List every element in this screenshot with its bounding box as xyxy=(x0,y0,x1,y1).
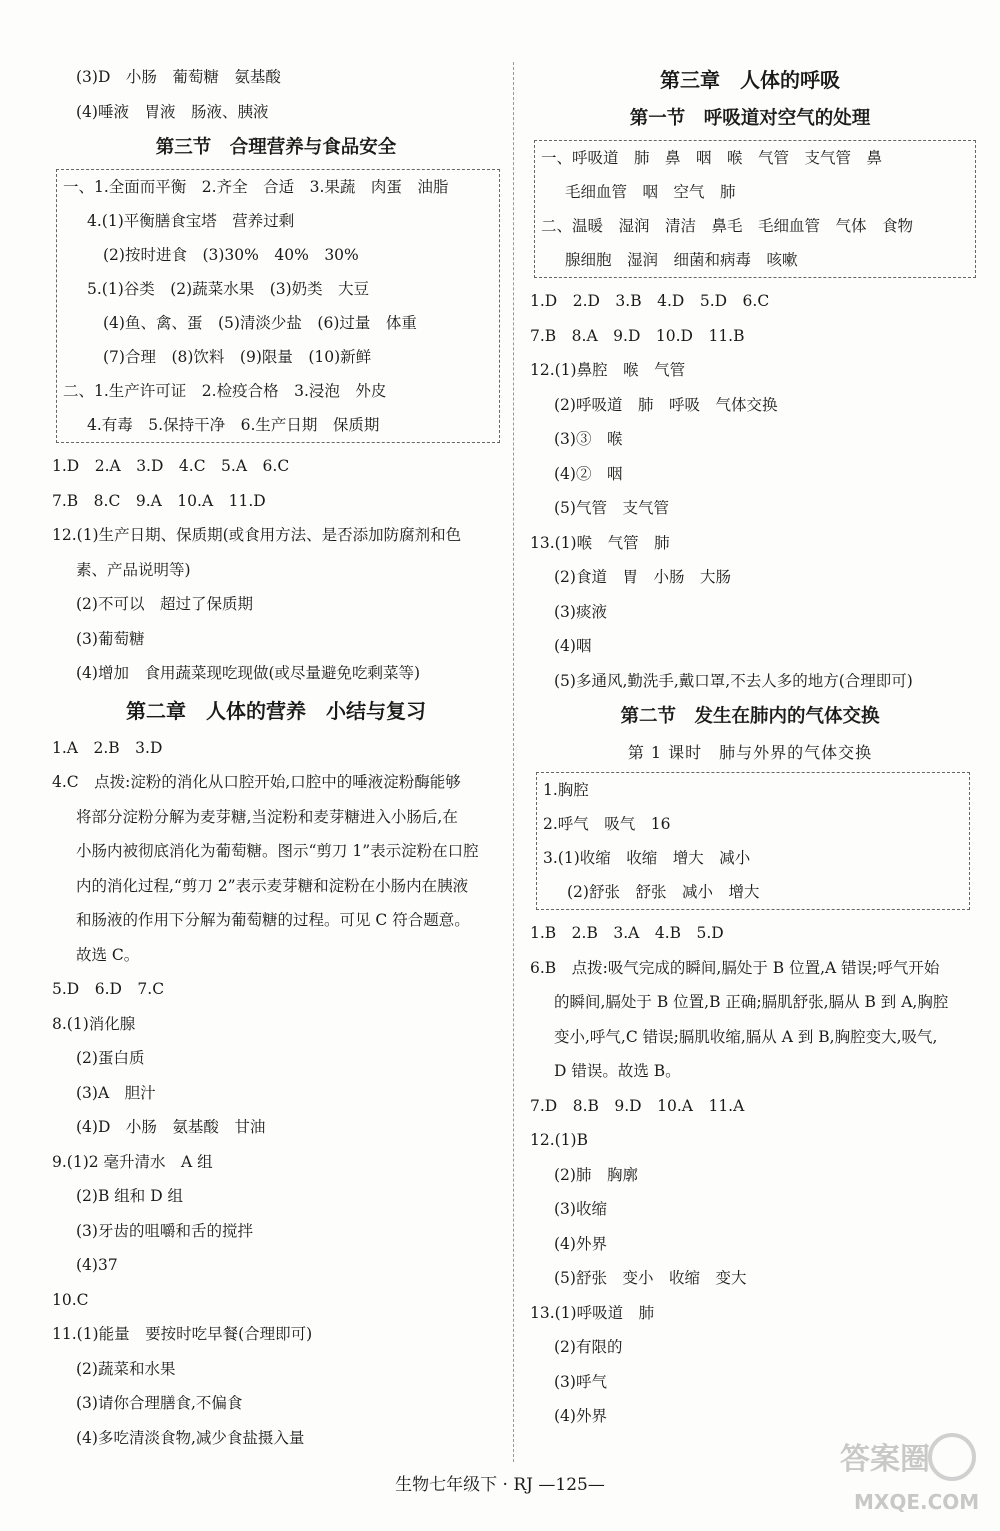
chapter-heading: 第二章 人体的营养 小结与复习 xyxy=(126,698,426,723)
answer-line: (4)外界 xyxy=(554,1407,607,1425)
answer-line: 13.(1)喉 气管 肺 xyxy=(530,533,670,552)
answer-line: (3)葡萄糖 xyxy=(76,629,145,648)
right-column xyxy=(530,60,970,1434)
box-line: 4.(1)平衡膳食宝塔 营养过剩 xyxy=(87,212,295,230)
box-line: 4.有毒 5.保持干净 6.生产日期 保质期 xyxy=(87,416,380,434)
answer-line: (4)唾液 胃液 肠液、胰液 xyxy=(76,102,269,121)
answer-line: 10.C xyxy=(52,1290,89,1309)
box-line: 3.(1)收缩 收缩 增大 减小 xyxy=(543,849,751,867)
answer-line: (3)收缩 xyxy=(554,1200,607,1218)
answer-line: 1.B 2.B 3.A 4.B 5.D xyxy=(530,924,724,942)
answer-line: (4)外界 xyxy=(554,1234,607,1253)
box-line: 2.呼气 吸气 16 xyxy=(543,815,671,833)
answer-line: (2)B 组和 D 组 xyxy=(76,1187,184,1205)
box-line: (2)按时进食 (3)30% 40% 30% xyxy=(103,246,359,264)
left-column xyxy=(52,60,500,1455)
answer-line: (3)牙齿的咀嚼和舌的搅拌 xyxy=(76,1221,253,1240)
answer-line: (2)食道 胃 小肠 大肠 xyxy=(554,568,731,586)
answer-line: (4)② 咽 xyxy=(554,464,623,483)
answer-line: 和肠液的作用下分解为葡萄糖的过程。可见 C 符合题意。 xyxy=(76,911,470,929)
answer-line: D 错误。故选 B。 xyxy=(554,1062,681,1080)
answer-line: (3)呼气 xyxy=(554,1372,607,1391)
answer-line: (3)A 胆汁 xyxy=(76,1083,156,1102)
answer-line: (4)37 xyxy=(76,1256,118,1274)
answer-line: (2)有限的 xyxy=(554,1338,623,1356)
answer-line: 1.A 2.B 3.D xyxy=(52,738,163,757)
answer-line: 变小,呼气,C 错误;膈肌收缩,膈从 A 到 B,胸腔变大,吸气, xyxy=(554,1027,938,1046)
answer-line: (5)舒张 变小 收缩 变大 xyxy=(554,1269,747,1287)
answer-line: (2)蛋白质 xyxy=(76,1049,145,1067)
answer-line: 13.(1)呼吸道 肺 xyxy=(530,1303,655,1322)
answer-line: (3)痰液 xyxy=(554,602,607,621)
answer-line: 5.D 6.D 7.C xyxy=(52,980,165,998)
answer-line: 7.D 8.B 9.D 10.A 11.A xyxy=(530,1096,745,1115)
section-heading: 第二节 发生在肺内的气体交换 xyxy=(620,706,880,727)
answer-line: (2)蔬菜和水果 xyxy=(76,1359,176,1378)
answer-line: 12.(1)生产日期、保质期(或食用方法、是否添加防腐剂和色 xyxy=(52,526,462,544)
answer-line: 7.B 8.C 9.A 10.A 11.D xyxy=(52,491,266,510)
watermark-site-text: MXQE.COM xyxy=(854,1490,980,1514)
answer-box xyxy=(534,140,976,278)
box-line: 1.胸腔 xyxy=(543,781,589,799)
answer-line: (3)D 小肠 葡萄糖 氨基酸 xyxy=(76,68,281,86)
answer-line: 1.D 2.A 3.D 4.C 5.A 6.C xyxy=(52,457,290,475)
answer-line: (4)D 小肠 氨基酸 甘油 xyxy=(76,1118,266,1136)
answer-line: (4)增加 食用蔬菜现吃现做(或尽量避免吃剩菜等) xyxy=(76,664,421,682)
answer-line: 8.(1)消化腺 xyxy=(52,1014,136,1033)
answer-line: (2)肺 胸廓 xyxy=(554,1165,638,1184)
column-divider xyxy=(513,62,514,1462)
answer-line: 7.B 8.A 9.D 10.D 11.B xyxy=(530,326,745,345)
answer-line: 12.(1)B xyxy=(530,1131,588,1149)
watermark-logo xyxy=(832,1419,982,1519)
watermark-logo-text: 答案圈 xyxy=(840,1442,930,1477)
box-line: 毛细血管 咽 空气 肺 xyxy=(565,183,736,201)
answer-line: (5)多通风,勤洗手,戴口罩,不去人多的地方(合理即可) xyxy=(554,671,913,690)
lesson-heading: 第 1 课时 肺与外界的气体交换 xyxy=(627,743,873,762)
answer-line: (3)请你合理膳食,不偏食 xyxy=(76,1394,243,1412)
box-line: 二、1.生产许可证 2.检疫合格 3.浸泡 外皮 xyxy=(63,382,387,400)
answer-line: 12.(1)鼻腔 喉 气管 xyxy=(530,361,686,379)
chapter-heading: 第三章 人体的呼吸 xyxy=(660,68,840,92)
answer-line: (5)气管 支气管 xyxy=(554,499,669,517)
box-line: 二、温暖 湿润 清洁 鼻毛 毛细血管 气体 食物 xyxy=(541,217,914,235)
page-footer: 生物七年级下 · RJ —125— xyxy=(395,1475,605,1495)
answer-line: 故选 C。 xyxy=(76,945,140,964)
box-line: 腺细胞 湿润 细菌和病毒 咳嗽 xyxy=(565,251,798,269)
answer-line: 4.C 点拨:淀粉的消化从口腔开始,口腔中的唾液淀粉酶能够 xyxy=(52,773,461,791)
answer-line: 将部分淀粉分解为麦芽糖,当淀粉和麦芽糖进入小肠后,在 xyxy=(76,807,458,826)
box-line: 一、1.全面而平衡 2.齐全 合适 3.果蔬 肉蛋 油脂 xyxy=(63,178,449,196)
answer-line: (3)③ 喉 xyxy=(554,430,623,448)
box-line: 5.(1)谷类 (2)蔬菜水果 (3)奶类 大豆 xyxy=(87,280,370,298)
answer-line: 的瞬间,膈处于 B 位置,B 正确;膈肌舒张,膈从 B 到 A,胸腔 xyxy=(554,993,949,1011)
answer-line: 素、产品说明等) xyxy=(76,560,191,579)
answer-line: 6.B 点拨:吸气完成的瞬间,膈处于 B 位置,A 错误;呼气开始 xyxy=(530,958,940,977)
answer-line: 11.(1)能量 要按时吃早餐(合理即可) xyxy=(52,1325,313,1343)
box-line: (7)合理 (8)饮料 (9)限量 (10)新鲜 xyxy=(103,348,372,366)
box-line: (2)舒张 舒张 减小 增大 xyxy=(567,883,760,901)
section-heading: 第一节 呼吸道对空气的处理 xyxy=(629,108,871,129)
answer-line: (4)多吃清淡食物,减少食盐摄入量 xyxy=(76,1428,305,1447)
box-line: (4)鱼、禽、蛋 (5)清淡少盐 (6)过量 体重 xyxy=(103,314,417,332)
answer-line: 内的消化过程,“剪刀 2”表示麦芽糖和淀粉在小肠内在胰液 xyxy=(76,876,469,895)
answer-line: 小肠内被彻底消化为葡萄糖。图示“剪刀 1”表示淀粉在口腔 xyxy=(76,842,479,860)
answer-box xyxy=(536,772,970,910)
section-heading: 第三节 合理营养与食品安全 xyxy=(155,137,397,158)
answer-line: (2)不可以 超过了保质期 xyxy=(76,595,253,613)
answer-line: 1.D 2.D 3.B 4.D 5.D 6.C xyxy=(530,292,770,310)
answer-line: (2)呼吸道 肺 呼吸 气体交换 xyxy=(554,395,778,414)
watermark-ring-icon xyxy=(930,1435,974,1479)
box-line: 一、呼吸道 肺 鼻 咽 喉 气管 支气管 鼻 xyxy=(541,149,883,167)
answer-line: (4)咽 xyxy=(554,637,592,655)
answer-line: 9.(1)2 毫升清水 A 组 xyxy=(52,1152,213,1171)
answer-box xyxy=(56,169,500,443)
